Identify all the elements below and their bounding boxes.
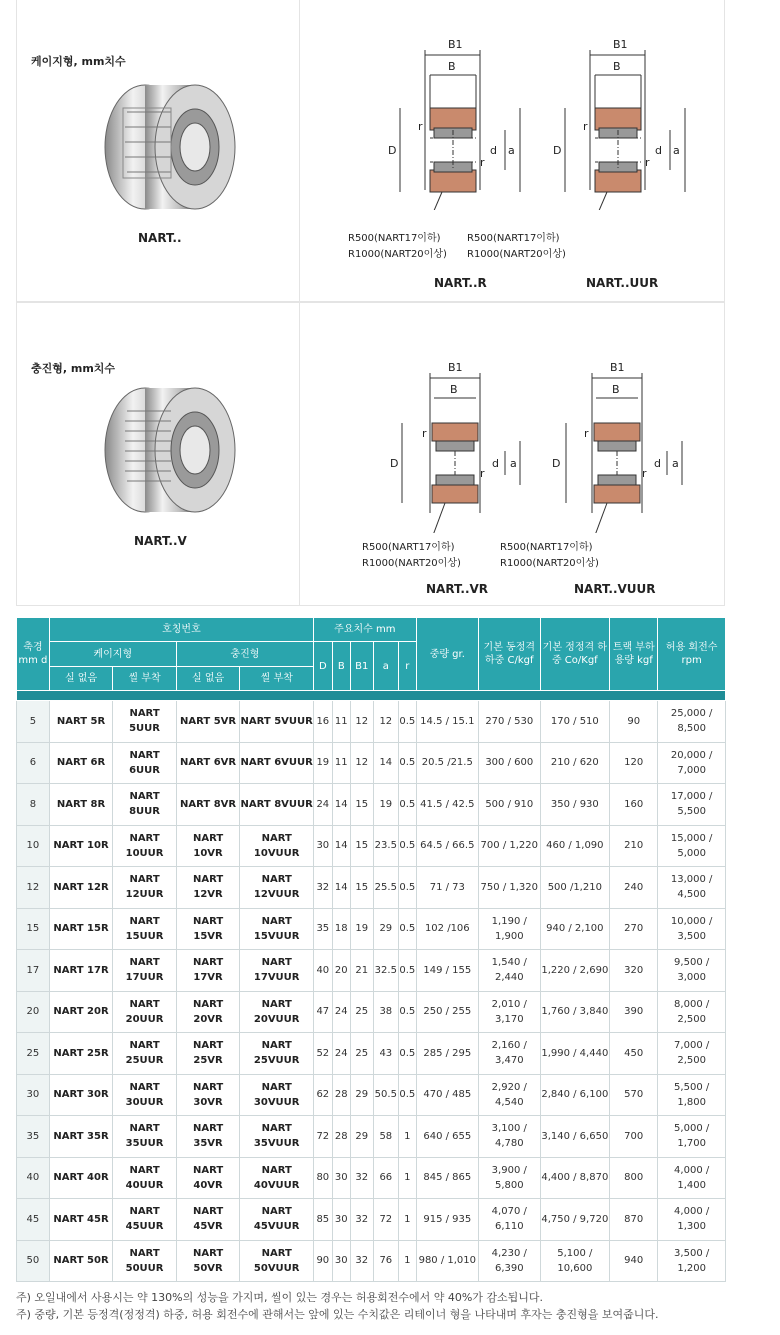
cell-dim-B1: 29: [350, 1116, 373, 1158]
full-label-D-right: D: [552, 457, 561, 470]
header-divider: [17, 691, 726, 701]
cell-code-full-no-seal: NART 50VR: [176, 1240, 240, 1282]
cell-dim-B1: 21: [350, 950, 373, 992]
cell-dim-r: 0.5: [399, 991, 416, 1033]
cell-dim-r: 1: [399, 1240, 416, 1282]
cell-bore: 5: [17, 701, 50, 743]
cell-dim-r: 0.5: [399, 784, 416, 826]
cell-dim-r: 0.5: [399, 1074, 416, 1116]
cell-dim-a: 76: [373, 1240, 399, 1282]
cell-code-full-seal: NART 35VUUR: [240, 1116, 314, 1158]
cell-dyn-load: 750 / 1,320: [479, 867, 540, 909]
cell-code-full-seal: NART 25VUUR: [240, 1033, 314, 1075]
full-label-d: d: [492, 457, 499, 470]
cell-code-cage-no-seal: NART 50R: [49, 1240, 113, 1282]
cell-static-load: 1,990 / 4,440: [540, 1033, 610, 1075]
full-label-B1-right: B1: [610, 361, 625, 374]
full-drawing-panel: [300, 303, 724, 605]
cell-dyn-load: 2,010 / 3,170: [479, 991, 540, 1033]
figure-cage-type: [16, 0, 725, 302]
cell-dim-a: 14: [373, 742, 399, 784]
col-D: D: [314, 642, 332, 691]
cell-code-cage-no-seal: NART 40R: [49, 1157, 113, 1199]
cell-code-cage-seal: NART 45UUR: [113, 1199, 177, 1241]
cell-dim-D: 40: [314, 950, 332, 992]
cell-speed: 5,000 / 1,700: [658, 1116, 726, 1158]
cell-weight: 640 / 655: [416, 1116, 478, 1158]
cage-label-D-right: D: [553, 144, 562, 157]
cell-dim-D: 47: [314, 991, 332, 1033]
col-static-load: 기본 정정격 하중 Co/Kgf: [540, 618, 610, 691]
full-label-D: D: [390, 457, 399, 470]
cell-dim-r: 1: [399, 1199, 416, 1241]
cell-code-full-seal: NART 40VUUR: [240, 1157, 314, 1199]
cell-dim-r: 0.5: [399, 1033, 416, 1075]
cell-code-full-seal: NART 45VUUR: [240, 1199, 314, 1241]
cage-sub-model-left: NART..R: [434, 276, 487, 290]
col-full-type: 충진형: [176, 642, 313, 667]
full-label-d-right: d: [654, 457, 661, 470]
cell-track-load: 940: [610, 1240, 658, 1282]
cage-label-B1: B1: [448, 38, 463, 51]
cell-code-cage-no-seal: NART 45R: [49, 1199, 113, 1241]
table-row: [17, 701, 726, 743]
cell-static-load: 1,220 / 2,690: [540, 950, 610, 992]
cell-track-load: 800: [610, 1157, 658, 1199]
cell-code-cage-seal: NART 35UUR: [113, 1116, 177, 1158]
cell-code-full-no-seal: NART 15VR: [176, 908, 240, 950]
cell-code-full-no-seal: NART 17VR: [176, 950, 240, 992]
cell-code-full-seal: NART 50VUUR: [240, 1240, 314, 1282]
col-B1: B1: [350, 642, 373, 691]
cell-code-cage-no-seal: NART 12R: [49, 867, 113, 909]
cell-dim-B1: 15: [350, 784, 373, 826]
table-row: [17, 950, 726, 992]
cell-code-full-no-seal: NART 20VR: [176, 991, 240, 1033]
cell-static-load: 5,100 / 10,600: [540, 1240, 610, 1282]
cell-dim-B: 30: [332, 1157, 350, 1199]
cell-dim-B: 11: [332, 742, 350, 784]
cage-photo-panel: [17, 0, 300, 301]
full-model-label: NART..V: [134, 534, 187, 548]
cell-dim-D: 62: [314, 1074, 332, 1116]
col-cage-no-seal: 실 없음: [49, 667, 113, 691]
cell-dim-B1: 32: [350, 1240, 373, 1282]
cell-dim-B: 18: [332, 908, 350, 950]
cell-weight: 285 / 295: [416, 1033, 478, 1075]
cell-dim-D: 90: [314, 1240, 332, 1282]
cell-code-full-seal: NART 5VUUR: [240, 701, 314, 743]
cell-dim-D: 16: [314, 701, 332, 743]
cell-static-load: 170 / 510: [540, 701, 610, 743]
col-main-dims: 주요치수 mm: [314, 618, 416, 642]
cell-code-cage-no-seal: NART 10R: [49, 825, 113, 867]
cell-track-load: 570: [610, 1074, 658, 1116]
cell-dim-B1: 19: [350, 908, 373, 950]
cell-dim-B1: 32: [350, 1157, 373, 1199]
cell-dim-a: 12: [373, 701, 399, 743]
cell-code-cage-no-seal: NART 25R: [49, 1033, 113, 1075]
cell-bore: 45: [17, 1199, 50, 1241]
cell-track-load: 700: [610, 1116, 658, 1158]
cage-drawing-panel: [300, 0, 724, 301]
cage-label-d: d: [490, 144, 497, 157]
cell-dim-B: 28: [332, 1116, 350, 1158]
col-cage-type: 케이지형: [49, 642, 176, 667]
cell-speed: 13,000 / 4,500: [658, 867, 726, 909]
cell-code-cage-no-seal: NART 30R: [49, 1074, 113, 1116]
cell-dim-D: 19: [314, 742, 332, 784]
cell-dim-D: 80: [314, 1157, 332, 1199]
col-a: a: [373, 642, 399, 691]
cage-caption: 케이지형, mm치수: [31, 55, 126, 68]
cell-speed: 5,500 / 1,800: [658, 1074, 726, 1116]
cell-static-load: 4,400 / 8,870: [540, 1157, 610, 1199]
col-dyn-load: 기본 동정격 하중 C/kgf: [479, 618, 540, 691]
cell-code-cage-no-seal: NART 17R: [49, 950, 113, 992]
cage-label-r2-right: r: [645, 156, 650, 169]
cell-dim-a: 58: [373, 1116, 399, 1158]
cell-code-full-no-seal: NART 8VR: [176, 784, 240, 826]
cell-dim-B: 24: [332, 991, 350, 1033]
table-row: [17, 908, 726, 950]
full-radius-note-left: R500(NART17이하) R1000(NART20이상): [362, 542, 461, 569]
cell-dim-B1: 15: [350, 825, 373, 867]
cage-label-B1-right: B1: [613, 38, 628, 51]
full-section-drawing: [380, 353, 710, 533]
cell-code-cage-no-seal: NART 6R: [49, 742, 113, 784]
cell-code-cage-seal: NART 40UUR: [113, 1157, 177, 1199]
cell-weight: 14.5 / 15.1: [416, 701, 478, 743]
cage-label-r-right: r: [583, 120, 588, 133]
cell-code-cage-no-seal: NART 15R: [49, 908, 113, 950]
col-bore: 축경 mm d: [17, 618, 50, 691]
full-sub-model-left: NART..VR: [426, 582, 489, 596]
full-label-r: r: [422, 427, 427, 440]
cell-code-full-seal: NART 20VUUR: [240, 991, 314, 1033]
cell-dyn-load: 2,160 / 3,470: [479, 1033, 540, 1075]
cell-dyn-load: 3,100 / 4,780: [479, 1116, 540, 1158]
cell-weight: 470 / 485: [416, 1074, 478, 1116]
cell-speed: 7,000 / 2,500: [658, 1033, 726, 1075]
cell-code-full-no-seal: NART 40VR: [176, 1157, 240, 1199]
cell-dim-B1: 12: [350, 701, 373, 743]
cell-code-cage-seal: NART 6UUR: [113, 742, 177, 784]
full-bearing-image: [97, 375, 237, 525]
cell-dim-D: 85: [314, 1199, 332, 1241]
full-sub-model-right: NART..VUUR: [574, 582, 656, 596]
cell-speed: 4,000 / 1,300: [658, 1199, 726, 1241]
full-label-r-right: r: [584, 427, 589, 440]
cell-dim-B: 24: [332, 1033, 350, 1075]
full-label-B1: B1: [448, 361, 463, 374]
cell-code-cage-seal: NART 50UUR: [113, 1240, 177, 1282]
spec-table-body: [17, 701, 726, 1282]
cell-dim-B: 30: [332, 1240, 350, 1282]
full-label-a: a: [510, 457, 517, 470]
cage-radius-note-left: R500(NART17이하) R1000(NART20이상): [348, 233, 447, 260]
cell-track-load: 450: [610, 1033, 658, 1075]
cell-code-full-seal: NART 17VUUR: [240, 950, 314, 992]
cell-dim-r: 0.5: [399, 908, 416, 950]
col-full-no-seal: 실 없음: [176, 667, 240, 691]
cell-code-full-no-seal: NART 5VR: [176, 701, 240, 743]
cage-label-B: B: [448, 60, 456, 73]
cell-dim-a: 29: [373, 908, 399, 950]
cell-dim-B: 14: [332, 825, 350, 867]
table-row: [17, 825, 726, 867]
cell-speed: 17,000 / 5,500: [658, 784, 726, 826]
cell-weight: 149 / 155: [416, 950, 478, 992]
table-row: [17, 784, 726, 826]
cell-dim-r: 1: [399, 1157, 416, 1199]
cell-dim-B1: 32: [350, 1199, 373, 1241]
cell-dim-B1: 25: [350, 1033, 373, 1075]
cell-static-load: 350 / 930: [540, 784, 610, 826]
cell-dim-a: 43: [373, 1033, 399, 1075]
cell-dim-D: 32: [314, 867, 332, 909]
cell-bore: 50: [17, 1240, 50, 1282]
cell-code-cage-seal: NART 15UUR: [113, 908, 177, 950]
cell-bore: 10: [17, 825, 50, 867]
cell-speed: 20,000 / 7,000: [658, 742, 726, 784]
cell-dim-D: 35: [314, 908, 332, 950]
cell-code-full-no-seal: NART 25VR: [176, 1033, 240, 1075]
cell-code-cage-seal: NART 17UUR: [113, 950, 177, 992]
cage-label-a: a: [508, 144, 515, 157]
cell-dim-a: 23.5: [373, 825, 399, 867]
cell-speed: 3,500 / 1,200: [658, 1240, 726, 1282]
cell-code-cage-seal: NART 25UUR: [113, 1033, 177, 1075]
cell-code-full-no-seal: NART 6VR: [176, 742, 240, 784]
cell-dim-r: 0.5: [399, 701, 416, 743]
cell-code-full-seal: NART 12VUUR: [240, 867, 314, 909]
footnotes: [16, 1289, 756, 1323]
cell-code-cage-seal: NART 10UUR: [113, 825, 177, 867]
cell-dim-D: 24: [314, 784, 332, 826]
cell-dim-B1: 29: [350, 1074, 373, 1116]
cell-speed: 15,000 / 5,000: [658, 825, 726, 867]
cell-code-cage-no-seal: NART 20R: [49, 991, 113, 1033]
cage-label-D: D: [388, 144, 397, 157]
cell-bore: 35: [17, 1116, 50, 1158]
cell-dim-r: 0.5: [399, 825, 416, 867]
cell-dim-a: 38: [373, 991, 399, 1033]
cage-label-B-right: B: [613, 60, 621, 73]
cell-speed: 4,000 / 1,400: [658, 1157, 726, 1199]
cell-dim-r: 1: [399, 1116, 416, 1158]
table-row: [17, 867, 726, 909]
cell-weight: 102 /106: [416, 908, 478, 950]
cell-dim-r: 0.5: [399, 867, 416, 909]
cell-code-full-seal: NART 10VUUR: [240, 825, 314, 867]
col-cage-seal: 씰 부착: [113, 667, 177, 691]
cell-code-full-no-seal: NART 12VR: [176, 867, 240, 909]
cell-track-load: 120: [610, 742, 658, 784]
cell-bore: 8: [17, 784, 50, 826]
cell-dyn-load: 1,540 / 2,440: [479, 950, 540, 992]
full-label-r2: r: [480, 467, 485, 480]
cage-section-drawing: [380, 30, 710, 210]
cell-code-cage-seal: NART 5UUR: [113, 701, 177, 743]
cell-dyn-load: 3,900 / 5,800: [479, 1157, 540, 1199]
cell-bore: 30: [17, 1074, 50, 1116]
cell-code-full-no-seal: NART 30VR: [176, 1074, 240, 1116]
cell-dyn-load: 4,070 / 6,110: [479, 1199, 540, 1241]
cell-dim-D: 52: [314, 1033, 332, 1075]
cell-dim-B: 20: [332, 950, 350, 992]
full-photo-panel: [17, 303, 300, 605]
table-row: [17, 991, 726, 1033]
cell-dim-B1: 25: [350, 991, 373, 1033]
cell-dim-a: 19: [373, 784, 399, 826]
cell-track-load: 390: [610, 991, 658, 1033]
cell-dyn-load: 1,190 / 1,900: [479, 908, 540, 950]
cell-bore: 12: [17, 867, 50, 909]
cage-bearing-image: [97, 72, 237, 222]
col-B: B: [332, 642, 350, 691]
cell-code-cage-seal: NART 12UUR: [113, 867, 177, 909]
col-speed: 허용 회전수 rpm: [658, 618, 726, 691]
cell-static-load: 2,840 / 6,100: [540, 1074, 610, 1116]
col-designation: 호칭번호: [49, 618, 313, 642]
full-label-a-right: a: [672, 457, 679, 470]
cell-dyn-load: 500 / 910: [479, 784, 540, 826]
table-row: [17, 1033, 726, 1075]
table-row: [17, 742, 726, 784]
cell-dyn-load: 270 / 530: [479, 701, 540, 743]
cell-dim-a: 25.5: [373, 867, 399, 909]
cell-code-cage-no-seal: NART 8R: [49, 784, 113, 826]
cell-weight: 20.5 /21.5: [416, 742, 478, 784]
cell-dim-B: 28: [332, 1074, 350, 1116]
cell-dim-B1: 12: [350, 742, 373, 784]
table-row: [17, 1157, 726, 1199]
cell-dim-D: 72: [314, 1116, 332, 1158]
full-label-B: B: [450, 383, 458, 396]
cell-code-full-no-seal: NART 35VR: [176, 1116, 240, 1158]
cell-track-load: 270: [610, 908, 658, 950]
cell-static-load: 940 / 2,100: [540, 908, 610, 950]
cell-bore: 6: [17, 742, 50, 784]
cell-bore: 40: [17, 1157, 50, 1199]
cell-dim-a: 50.5: [373, 1074, 399, 1116]
cell-bore: 20: [17, 991, 50, 1033]
cell-weight: 915 / 935: [416, 1199, 478, 1241]
cell-bore: 25: [17, 1033, 50, 1075]
col-track-load: 트랙 부하 용량 kgf: [610, 618, 658, 691]
full-caption: 충진형, mm치수: [31, 362, 116, 375]
cage-label-a-right: a: [673, 144, 680, 157]
cell-track-load: 240: [610, 867, 658, 909]
cell-dyn-load: 700 / 1,220: [479, 825, 540, 867]
cage-label-d-right: d: [655, 144, 662, 157]
cell-dyn-load: 300 / 600: [479, 742, 540, 784]
cell-weight: 71 / 73: [416, 867, 478, 909]
cell-bore: 17: [17, 950, 50, 992]
cell-code-cage-seal: NART 20UUR: [113, 991, 177, 1033]
footnote-2: 주) 중량, 기본 등정격(정정격) 하중, 허용 회전수에 관해서는 앞에 있는 수치값은 리테이너 형을 나타내며 후자는 충진형을 보여줍니다.: [16, 1308, 659, 1321]
cell-weight: 845 / 865: [416, 1157, 478, 1199]
full-label-B-right: B: [612, 383, 620, 396]
cell-track-load: 320: [610, 950, 658, 992]
cell-code-full-seal: NART 6VUUR: [240, 742, 314, 784]
cell-static-load: 4,750 / 9,720: [540, 1199, 610, 1241]
cell-static-load: 210 / 620: [540, 742, 610, 784]
cell-static-load: 3,140 / 6,650: [540, 1116, 610, 1158]
cell-static-load: 500 /1,210: [540, 867, 610, 909]
table-row: [17, 1199, 726, 1241]
cage-radius-note-right: R500(NART17이하) R1000(NART20이상): [467, 233, 566, 260]
cell-code-cage-seal: NART 30UUR: [113, 1074, 177, 1116]
col-full-seal: 씰 부착: [240, 667, 314, 691]
cell-dim-D: 30: [314, 825, 332, 867]
col-r: r: [399, 642, 416, 691]
cell-weight: 250 / 255: [416, 991, 478, 1033]
cell-static-load: 1,760 / 3,840: [540, 991, 610, 1033]
full-label-r2-right: r: [642, 467, 647, 480]
cell-speed: 8,000 / 2,500: [658, 991, 726, 1033]
cell-speed: 9,500 / 3,000: [658, 950, 726, 992]
cell-speed: 25,000 / 8,500: [658, 701, 726, 743]
cage-label-r2: r: [480, 156, 485, 169]
cell-dyn-load: 4,230 / 6,390: [479, 1240, 540, 1282]
cell-code-cage-no-seal: NART 35R: [49, 1116, 113, 1158]
cell-dyn-load: 2,920 / 4,540: [479, 1074, 540, 1116]
col-weight: 중량 gr.: [416, 618, 478, 691]
cell-dim-B: 14: [332, 867, 350, 909]
cell-code-full-seal: NART 8VUUR: [240, 784, 314, 826]
cell-dim-r: 0.5: [399, 742, 416, 784]
cell-track-load: 210: [610, 825, 658, 867]
full-radius-note-right: R500(NART17이하) R1000(NART20이상): [500, 542, 599, 569]
cell-dim-r: 0.5: [399, 950, 416, 992]
figure-full-type: [16, 302, 725, 606]
cell-code-full-no-seal: NART 45VR: [176, 1199, 240, 1241]
cell-weight: 64.5 / 66.5: [416, 825, 478, 867]
table-row: [17, 1074, 726, 1116]
spec-table: [16, 617, 726, 1282]
cell-dim-B: 11: [332, 701, 350, 743]
cell-dim-B: 30: [332, 1199, 350, 1241]
cell-code-cage-no-seal: NART 5R: [49, 701, 113, 743]
cell-code-cage-seal: NART 8UUR: [113, 784, 177, 826]
cell-weight: 980 / 1,010: [416, 1240, 478, 1282]
cell-dim-a: 66: [373, 1157, 399, 1199]
cage-model-label: NART..: [138, 231, 182, 245]
cell-track-load: 90: [610, 701, 658, 743]
cell-dim-B: 14: [332, 784, 350, 826]
cell-weight: 41.5 / 42.5: [416, 784, 478, 826]
cage-label-r: r: [418, 120, 423, 133]
table-row: [17, 1240, 726, 1282]
cell-dim-B1: 15: [350, 867, 373, 909]
cage-sub-model-right: NART..UUR: [586, 276, 659, 290]
cell-dim-a: 72: [373, 1199, 399, 1241]
cell-track-load: 160: [610, 784, 658, 826]
table-row: [17, 1116, 726, 1158]
cell-code-full-no-seal: NART 10VR: [176, 825, 240, 867]
cell-track-load: 870: [610, 1199, 658, 1241]
cell-speed: 10,000 / 3,500: [658, 908, 726, 950]
cell-code-full-seal: NART 30VUUR: [240, 1074, 314, 1116]
cell-dim-a: 32.5: [373, 950, 399, 992]
cell-code-full-seal: NART 15VUUR: [240, 908, 314, 950]
cell-static-load: 460 / 1,090: [540, 825, 610, 867]
footnote-1: 주) 오일내에서 사용시는 약 130%의 성능을 가지며, 씰이 있는 경우는 허용회전수에서 약 40%가 감소됩니다.: [16, 1291, 544, 1304]
cell-bore: 15: [17, 908, 50, 950]
